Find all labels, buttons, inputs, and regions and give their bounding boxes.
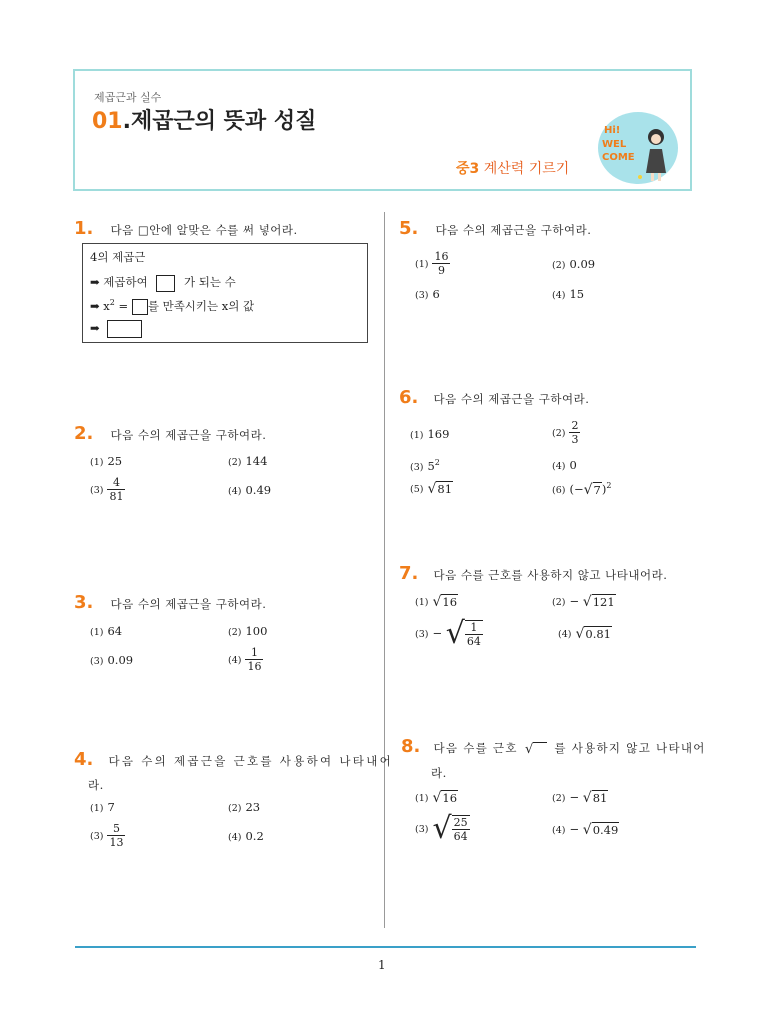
question-1	[74, 218, 298, 239]
item-value: 0.09	[107, 653, 134, 667]
q5-item-1	[415, 250, 450, 277]
fraction	[432, 250, 450, 277]
question-number: 1.	[74, 218, 94, 239]
item-label: (2)	[552, 597, 566, 608]
radicand: 0.49	[592, 823, 619, 837]
question-number: 4.	[74, 749, 94, 770]
square-root: √0.49	[582, 822, 619, 838]
item-label: (2)	[228, 627, 242, 638]
square-root: √81	[427, 481, 453, 497]
radicand: 81	[592, 791, 608, 805]
radical-sign-icon: √	[525, 738, 547, 757]
hint-text: =	[114, 299, 132, 313]
item-label: (2)	[552, 427, 566, 439]
question-text: 다음 수의 제곱근을 구하여라.	[433, 392, 590, 406]
hint-text: ➡ 제곱하여	[90, 275, 148, 289]
question-text: 다음 수의 제곱근을 근호를 사용하여 나타내어	[108, 754, 394, 768]
square-root: √16	[432, 594, 458, 610]
exponent: 2	[434, 458, 440, 467]
item-value: 0.09	[569, 257, 596, 271]
item-label: (1)	[410, 430, 424, 441]
hint-line-2	[90, 274, 236, 292]
sign: −	[569, 594, 580, 608]
item-label: (2)	[552, 260, 566, 271]
grade-tag	[456, 158, 569, 178]
numerator: 4	[107, 476, 125, 490]
item-value: 64	[107, 624, 123, 638]
item-label: (4)	[228, 832, 242, 843]
q7-item-1	[415, 594, 458, 610]
numerator: 1	[245, 646, 263, 660]
title-text: .제곱근의 뜻과 성질	[122, 109, 317, 134]
q8-item-2	[552, 790, 608, 806]
welcome-logo-icon	[596, 111, 680, 185]
denominator: 9	[437, 264, 445, 277]
item-value: 5	[427, 458, 435, 473]
fraction	[569, 419, 580, 446]
fraction	[245, 646, 263, 673]
hint-text: ➡ x	[90, 299, 110, 313]
question-8	[401, 736, 706, 757]
item-label: (2)	[228, 457, 242, 468]
item-value: 25	[107, 454, 123, 468]
item-value: 0	[569, 458, 577, 472]
item-label: (2)	[228, 803, 242, 814]
q4-item-3	[90, 822, 125, 849]
numerator: 5	[107, 822, 125, 836]
item-label: (3)	[410, 461, 424, 473]
item-label: (4)	[552, 461, 566, 472]
item-value: 144	[245, 454, 268, 468]
q3-item-3	[90, 653, 133, 667]
q4-item-4	[228, 829, 264, 843]
q8-item-4	[552, 822, 619, 838]
radicand: 16	[442, 791, 458, 805]
item-value: 23	[245, 800, 261, 814]
question-number: 2.	[74, 423, 94, 444]
page-title	[92, 104, 316, 135]
q7-item-4	[558, 626, 612, 642]
page-number: 1	[378, 958, 386, 972]
fraction	[107, 822, 125, 849]
denominator: 16	[247, 660, 262, 673]
item-label: (4)	[228, 654, 242, 666]
question-3	[74, 592, 266, 613]
square-root: √0.81	[575, 626, 611, 642]
square-root: √ $\frac{25}{64}$	[432, 811, 468, 846]
item-label: (3)	[415, 290, 429, 301]
item-label: (4)	[552, 290, 566, 301]
item-label: (4)	[228, 486, 242, 497]
hint-line-4	[90, 320, 142, 338]
question-text-continued: 라.	[431, 766, 447, 780]
numerator: 16	[434, 250, 449, 263]
item-value: 7	[107, 800, 115, 814]
question-text: 다음 수의 제곱근을 구하여라.	[110, 597, 267, 611]
question-text: 다음 수를 근호를 사용하지 않고 나타내어라.	[433, 568, 668, 582]
square-root: √121	[582, 594, 615, 610]
q3-item-4	[228, 646, 263, 673]
q6-item-5	[410, 481, 453, 497]
question-text: 를 사용하지 않고 나타내어	[554, 741, 706, 755]
square-root: √16	[432, 790, 458, 806]
numerator: 25	[453, 816, 468, 829]
item-value: 100	[245, 624, 268, 638]
question-number: 3.	[74, 592, 94, 613]
exponent: 2	[109, 298, 115, 308]
question-7	[399, 563, 667, 584]
question-number: 5.	[399, 218, 419, 239]
hint-text: 를 만족시키는 x의 값	[147, 299, 255, 313]
fraction	[107, 476, 125, 503]
square-root: √81	[582, 790, 608, 806]
fraction	[465, 621, 483, 648]
denominator: 3	[571, 433, 579, 446]
q6-item-2	[552, 419, 580, 446]
item-label: (1)	[90, 627, 104, 638]
item-label: (2)	[552, 793, 566, 804]
item-label: (3)	[90, 830, 104, 842]
answer-blank[interactable]	[156, 275, 175, 292]
section-subtitle: 제곱근과 실수	[94, 91, 162, 104]
item-label: (4)	[558, 629, 572, 640]
svg-text:COME: COME	[602, 152, 635, 163]
hint-text: 가 되는 수	[184, 275, 236, 289]
question-text: 다음 □안에 알맞은 수를 써 넣어라.	[110, 223, 298, 237]
item-value: 169	[427, 427, 450, 441]
q6-item-4	[552, 458, 577, 472]
grade-label: 중3	[456, 161, 480, 177]
exponent: 2	[606, 481, 612, 490]
square-root: √7	[583, 481, 601, 498]
item-value: 6	[432, 287, 440, 301]
q5-item-4	[552, 287, 584, 301]
question-5	[399, 218, 591, 239]
question-text: 다음 수의 제곱근을 구하여라.	[110, 428, 267, 442]
hint-line-1: 4의 제곱근	[90, 250, 146, 264]
item-value: 0.49	[245, 483, 272, 497]
question-number: 7.	[399, 563, 419, 584]
q3-item-1	[90, 624, 122, 638]
q6-item-6	[552, 481, 611, 498]
denominator: 13	[109, 836, 124, 849]
radicand: 7	[593, 482, 601, 497]
item-label: (3)	[415, 629, 429, 640]
q7-item-3	[415, 616, 483, 651]
radicand: 121	[592, 595, 615, 609]
item-label: (1)	[415, 597, 429, 608]
sign: −	[569, 790, 580, 804]
item-label: (3)	[90, 484, 104, 496]
numerator: 1	[465, 621, 483, 635]
item-label: (1)	[415, 793, 429, 804]
item-label: (4)	[552, 825, 566, 836]
svg-text:Hi!: Hi!	[604, 125, 621, 136]
q3-item-2	[228, 624, 267, 638]
radicand: 81	[437, 482, 453, 496]
q8-item-3	[415, 811, 470, 846]
question-number: 8.	[401, 736, 421, 757]
footer-line	[75, 946, 696, 948]
item-label: (1)	[90, 803, 104, 814]
column-divider	[384, 212, 385, 928]
item-label: (3)	[90, 656, 104, 667]
sign: −	[432, 626, 443, 640]
square-root: √ $\frac{1}{64}$	[445, 616, 481, 651]
hint-text: ➡	[90, 321, 100, 335]
item-value: 0.2	[245, 829, 264, 843]
item-value: (−	[569, 481, 584, 496]
item-label: (1)	[90, 457, 104, 468]
answer-blank[interactable]	[132, 299, 148, 315]
fraction	[452, 816, 470, 843]
numerator: 2	[571, 419, 579, 432]
q5-item-3	[415, 287, 440, 301]
q2-item-3	[90, 476, 125, 503]
q2-item-1	[90, 454, 122, 468]
question-text: 다음 수의 제곱근을 구하여라.	[435, 223, 592, 237]
item-label: (5)	[410, 484, 424, 495]
denominator: 81	[109, 490, 124, 503]
q8-item-1	[415, 790, 458, 806]
item-value: )	[601, 481, 607, 496]
question-2	[74, 423, 266, 444]
tag-label: 계산력 기르기	[483, 161, 570, 177]
q7-item-2	[552, 594, 616, 610]
svg-text:WEL: WEL	[602, 139, 627, 150]
denominator: 64	[466, 635, 481, 648]
radicand: 16	[442, 595, 458, 609]
title-number: 01	[92, 109, 123, 134]
q6-item-3	[410, 458, 440, 473]
q2-item-2	[228, 454, 267, 468]
denominator: 64	[453, 830, 468, 843]
q6-item-1	[410, 427, 449, 441]
item-value: 15	[569, 287, 585, 301]
answer-blank[interactable]	[107, 320, 142, 338]
question-6	[399, 387, 589, 408]
item-label: (1)	[415, 258, 429, 270]
item-label: (3)	[415, 824, 429, 835]
q4-item-2	[228, 800, 260, 814]
sign: −	[569, 822, 580, 836]
item-label: (6)	[552, 484, 566, 496]
question-4	[74, 749, 393, 770]
question-text: 다음 수를 근호	[433, 741, 518, 755]
radicand: 0.81	[585, 627, 611, 641]
hint-line-3	[90, 298, 254, 315]
question-text-continued: 라.	[88, 778, 104, 792]
q4-item-1	[90, 800, 115, 814]
q2-item-4	[228, 483, 271, 497]
q5-item-2	[552, 257, 595, 271]
question-number: 6.	[399, 387, 419, 408]
